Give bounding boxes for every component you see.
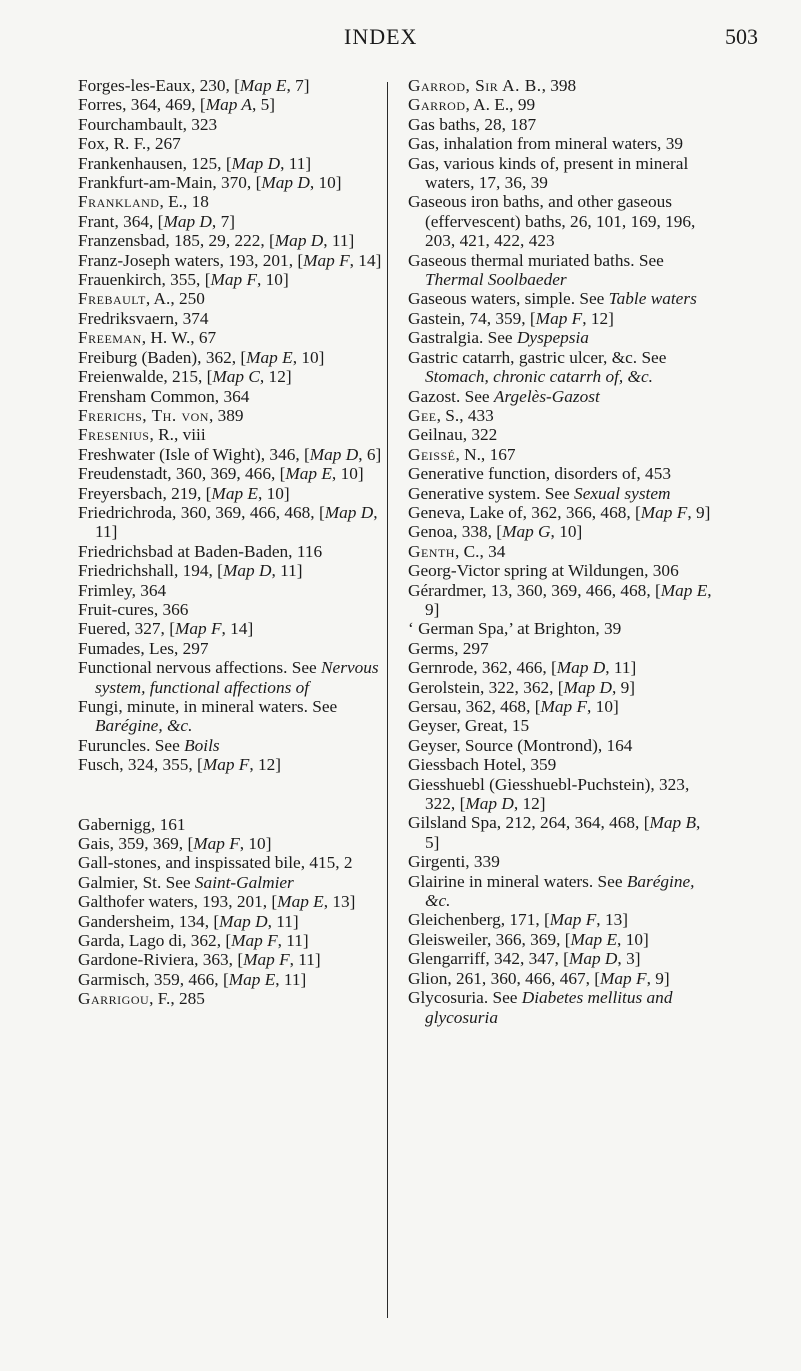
index-entry-text: Garda, Lago di, 362, [ (78, 931, 232, 951)
index-entry-text: Freshwater (Isle of Wight), 346, [ (78, 444, 310, 464)
index-entry (408, 930, 713, 949)
index-entry (78, 912, 383, 931)
index-entry (78, 309, 383, 328)
index-entry (78, 697, 383, 736)
index-entry-text: Fredriksvaern, 374 (78, 308, 209, 328)
index-entry-text: Forres, 364, 469, [ (78, 95, 206, 115)
index-entry (408, 251, 713, 290)
page-title: INDEX (344, 24, 418, 49)
index-entry (408, 969, 713, 988)
index-entry-text: Germs, 297 (408, 638, 489, 658)
index-entry (408, 406, 713, 425)
index-entry-text: Barégine, &c. (425, 871, 695, 911)
section-gap (78, 775, 383, 815)
index-entry-text: Frankfurt-am-Main, 370, [ (78, 173, 262, 193)
index-entry-text: Map D (465, 794, 514, 814)
index-entry (78, 95, 383, 114)
index-entry-text: Freyersbach, 219, [ (78, 483, 212, 503)
index-entry-text: Map E (246, 347, 293, 367)
index-entry (408, 561, 713, 580)
index-entry-text: Geissé (408, 444, 456, 464)
index-entry-text: Argelès-Gazost (493, 386, 600, 406)
index-entry (408, 95, 713, 114)
index-entry (408, 425, 713, 444)
index-entry-text: Map D (231, 153, 281, 173)
index-entry (78, 192, 383, 211)
index-entry (78, 134, 383, 153)
index-entry-text: Gerolstein, 322, 362, [ (408, 677, 564, 697)
index-entry-text: Frauenkirch, 355, [ (78, 270, 211, 290)
index-entry-text: , E., 18 (159, 192, 209, 212)
index-entry-text: , 10] (331, 464, 364, 484)
index-entry-text: Map D (219, 911, 268, 931)
index-entry-text: , 389 (208, 405, 244, 425)
index-entry-text: Gas, inhalation from mineral waters, 39 (408, 134, 683, 154)
index-entry-text: Gersau, 362, 468, [ (408, 697, 541, 716)
index-entry-text: Generative system. See (408, 483, 575, 503)
index-entry (78, 970, 383, 989)
index-entry (408, 813, 713, 852)
index-entry-text: Map D (556, 658, 606, 678)
index-entry (78, 445, 383, 464)
index-entry (408, 192, 713, 250)
index-entry-text: Nervous system, functional affections of (95, 658, 379, 697)
index-entry-text: Fox, R. F., 267 (78, 134, 181, 154)
index-entry-text: Gas, various kinds of, present in mineral waters, 17, 36, 39 (408, 153, 689, 193)
index-entry (408, 619, 713, 638)
index-entry (408, 581, 713, 620)
index-entry-text: Map B (649, 813, 697, 833)
page-number: 503 (725, 24, 758, 49)
page-header (0, 24, 801, 52)
index-entry-text: Gérardmer, 13, 360, 369, 466, 468, [ (408, 580, 661, 600)
index-entry-text: Boils (184, 735, 220, 755)
index-entry (408, 716, 713, 735)
index-entry-text: Galmier, St. See (78, 872, 195, 892)
index-entry-text: Frankland (78, 192, 160, 212)
index-entry-text: Gastric catarrh, gastric ulcer, &c. See (408, 347, 667, 367)
index-entry-text: Gaseous thermal muriated baths. See (408, 250, 664, 270)
index-entry-text: Map F (640, 502, 688, 522)
index-entry-text: , 12] (582, 308, 614, 328)
index-entry-text: , N., 167 (455, 444, 516, 464)
index-entry (78, 834, 383, 853)
index-entry (408, 542, 713, 561)
index-entry (78, 154, 383, 173)
index-entry-text: , S., 433 (436, 405, 494, 425)
index-entry-text: , 398 (541, 76, 577, 95)
index-entry-text: Map D (261, 173, 310, 193)
index-entry-text: , 10] (257, 483, 290, 503)
index-entry (408, 76, 713, 95)
index-entry-text: Gilsland Spa, 212, 264, 364, 468, [ (408, 813, 650, 833)
index-entry-text: Geneva, Lake of, 362, 366, 468, [ (408, 502, 641, 522)
index-entry (78, 736, 383, 755)
index-entry-text: Gastein, 74, 359, [ (408, 308, 536, 328)
index-entry-text: , 11] (280, 153, 312, 173)
index-entry-text: Giesshuebl (Giesshuebl-Puchstein), 323, 322, [ (408, 774, 690, 814)
index-entry (78, 464, 383, 483)
index-entry-text: , 12] (259, 367, 292, 387)
index-entry-text: Fourchambault, 323 (78, 114, 218, 134)
index-entry-text: Freiburg (Baden), 362, [ (78, 347, 247, 367)
index-entry (78, 348, 383, 367)
index-entry (78, 387, 383, 406)
index-entry (78, 270, 383, 289)
index-entry (78, 251, 383, 270)
index-entry-text: Map F (600, 968, 647, 988)
index-entry (408, 775, 713, 814)
index-entry (78, 406, 383, 425)
index-entry-text: Freienwalde, 215, [ (78, 367, 213, 387)
index-entry (78, 989, 383, 1008)
index-entry (78, 639, 383, 658)
index-entry-text: , 11] (289, 950, 321, 970)
index-entry (408, 755, 713, 774)
index-entry (408, 309, 713, 328)
index-entry-text: Thermal Soolbaeder (425, 270, 567, 290)
index-entry-text: , 11] (605, 658, 637, 678)
index-entry (408, 503, 713, 522)
index-entry-text: Freudenstadt, 360, 369, 466, [ (78, 464, 286, 484)
index-entry-text: Gall-stones, and inspissated bile, 415, 2 (78, 853, 353, 873)
index-entry-text: , 10] (587, 697, 619, 716)
index-entry (408, 289, 713, 308)
index-entry-text: Frimley, 364 (78, 580, 167, 600)
index-entry-text: Map F (243, 950, 290, 970)
index-entry-text: Frensham Common, 364 (78, 386, 250, 406)
index-entry-text: Frebault (78, 289, 146, 309)
index-entry-text: Frankenhausen, 125, [ (78, 153, 232, 173)
index-entry-text: , 10] (550, 522, 583, 542)
index-entry-text: Map G (502, 522, 551, 542)
index-entry-text: Garrigou (78, 989, 150, 1009)
index-entry-text: Map F (303, 250, 350, 270)
index-entry-text: Fuered, 327, [ (78, 619, 175, 639)
index-entry (408, 115, 713, 134)
index-entry (408, 639, 713, 658)
index-entry-text: Fresenius (78, 425, 150, 445)
index-entry (78, 328, 383, 347)
index-entry (408, 484, 713, 503)
index-entry-text: , 9] (612, 677, 636, 697)
index-entry-text: , 14] (221, 619, 254, 639)
index-entry-text: , H. W., 67 (141, 328, 217, 348)
index-entry-text: Geilnau, 322 (408, 425, 498, 445)
index-entry-text: , F., 285 (149, 989, 205, 1009)
index-entry-text: Gazost. See (408, 386, 494, 406)
index-entry-text: Furuncles. See (78, 735, 185, 755)
index-entry-text: Giessbach Hotel, 359 (408, 755, 557, 775)
index-entry-text: , 11] (323, 231, 355, 251)
index-entry-text: , 5] (251, 95, 275, 115)
index-entry-text: Gleisweiler, 366, 369, [ (408, 929, 571, 949)
index-entry (78, 542, 383, 561)
index-entry (408, 697, 713, 716)
index-entry-text: , A., 250 (145, 289, 205, 309)
column-divider (387, 82, 388, 1318)
index-entry (78, 289, 383, 308)
index-entry (78, 76, 383, 95)
index-entry (78, 561, 383, 580)
index-entry-text: Map D (568, 949, 618, 969)
index-entry-text: Franzensbad, 185, 29, 222, [ (78, 231, 275, 251)
index-entry (78, 173, 383, 192)
index-entry (408, 658, 713, 677)
index-entry-text: Map D (274, 231, 324, 251)
index-entry-text: , 10] (617, 929, 649, 949)
index-entry (78, 212, 383, 231)
index-entry-text: Generative function, disorders of, 453 (408, 464, 671, 484)
index-entry-text: Map E (277, 892, 324, 912)
index-entry-text: Friedrichshall, 194, [ (78, 561, 223, 581)
index-entry-text: ‘ German Spa,’ at Brighton, 39 (408, 619, 622, 639)
index-entry-text: , 11] (267, 911, 299, 931)
index-entry-text: , A. E., 99 (465, 95, 536, 115)
index-entry-text: Map F (540, 697, 588, 716)
index-entry-text: Map D (563, 677, 612, 697)
index-entry-text: Map D (222, 561, 272, 581)
index-entry (78, 231, 383, 250)
index-entry-text: Diabetes mellitus and glycosuria (425, 988, 673, 1027)
index-entry-text: Gastralgia. See (408, 328, 517, 348)
index-entry-text: Dyspepsia (516, 328, 589, 348)
index-entry-text: Gaseous waters, simple. See (408, 289, 609, 309)
index-entry-text: Georg-Victor spring at Wildungen, 306 (408, 561, 679, 581)
index-entry (78, 367, 383, 386)
index-entry-text: Map D (309, 444, 359, 464)
index-entry (408, 464, 713, 483)
index-entry (78, 115, 383, 134)
index-entry-text: Map D (163, 211, 212, 231)
index-entry (78, 755, 383, 774)
index-entry-text: , 12] (513, 794, 546, 814)
index-entry-text: Map F (549, 910, 597, 930)
index-entry (408, 910, 713, 929)
index-entry-text: Galthofer waters, 193, 201, [ (78, 892, 278, 912)
index-entry-text: Friedrichsbad at Baden-Baden, 116 (78, 541, 323, 561)
index-entry-text: , 11] (95, 502, 378, 542)
index-entry (408, 736, 713, 755)
index-entry-text: Map D (324, 502, 374, 522)
index-entry-text: Saint-Galmier (194, 872, 294, 892)
index-entry-text: , 12] (249, 755, 282, 775)
index-entry-text: Freeman (78, 328, 142, 348)
index-entry (78, 658, 383, 697)
index-column-left (78, 76, 383, 1009)
index-entry-text: Gee (408, 405, 437, 425)
index-entry-text: Gleichenberg, 171, [ (408, 910, 550, 930)
index-entry-text: Map A (205, 95, 252, 115)
index-entry (408, 387, 713, 406)
index-entry-text: , C., 34 (454, 541, 506, 561)
index-entry-text: Map F (535, 308, 583, 328)
index-entry-text: Garmisch, 359, 466, [ (78, 969, 229, 989)
index-entry-text: Table waters (608, 289, 697, 309)
index-entry-text: Map F (210, 270, 258, 290)
index-entry (408, 154, 713, 193)
index-entry-text: Barégine, &c. (95, 716, 193, 736)
index-entry (78, 503, 383, 542)
index-entry-text: Genth (408, 541, 455, 561)
index-entry (408, 328, 713, 347)
index-entry-text: Frant, 364, [ (78, 211, 164, 231)
index-entry-text: Fumades, Les, 297 (78, 638, 209, 658)
index-entry-text: Gabernigg, 161 (78, 814, 186, 834)
index-entry-text: Map E (285, 464, 332, 484)
index-entry-text: Map E (211, 483, 258, 503)
index-entry-text: Fruit-cures, 366 (78, 599, 189, 619)
index-entry-text: , 11] (277, 931, 309, 951)
index-entry-text: Glairine in mineral waters. See (408, 871, 627, 891)
index-entry-text: , 9] (687, 502, 711, 522)
index-entry (408, 134, 713, 153)
index-entry-text: , 6] (358, 444, 382, 464)
index-entry-text: Glycosuria. See (408, 988, 522, 1008)
index-entry-text: Glion, 261, 360, 466, 467, [ (408, 968, 601, 988)
index-entry (78, 853, 383, 872)
index-entry-text: Map E (239, 76, 287, 95)
index-entry-text: Geyser, Great, 15 (408, 716, 530, 736)
index-entry-text: Girgenti, 339 (408, 852, 500, 872)
index-entry (78, 619, 383, 638)
index-entry (408, 348, 713, 387)
index-entry-text: , 10] (239, 834, 272, 854)
index-entry-text: , R., viii (149, 425, 206, 445)
index-entry-text: Map E (660, 580, 708, 600)
index-entry-text: Garrod, Sir A. B. (408, 76, 542, 95)
index-entry-text: Gais, 359, 369, [ (78, 834, 194, 854)
index-entry-text: Sexual system (574, 483, 671, 503)
index-entry-text: Gardone-Riviera, 363, [ (78, 950, 244, 970)
index-entry-text: Glengarriff, 342, 347, [ (408, 949, 569, 969)
index-entry-text: Map F (202, 755, 250, 775)
index-entry (408, 852, 713, 871)
index-entry-text: , 5] (425, 813, 701, 852)
index-entry-text: , 9] (425, 580, 712, 619)
index-entry-text: Geyser, Source (Montrond), 164 (408, 735, 633, 755)
index-entry (78, 815, 383, 834)
index-entry-text: Franz-Joseph waters, 193, 201, [ (78, 250, 304, 270)
index-entry-text: Friedrichroda, 360, 369, 466, 468, [ (78, 502, 325, 522)
index-entry (408, 522, 713, 541)
index-entry-text: Gandersheim, 134, [ (78, 911, 220, 931)
index-entry-text: Map E (570, 929, 618, 949)
index-entry (78, 484, 383, 503)
index-entry-text: , 10] (257, 270, 289, 290)
index-entry-text: Frerichs, Th. von (78, 405, 209, 425)
index-entry (78, 873, 383, 892)
index-entry-text: Gernrode, 362, 466, [ (408, 658, 557, 678)
index-entry (408, 445, 713, 464)
index-entry-text: Functional nervous affections. See (78, 658, 322, 678)
index-entry-text: , 7] (286, 76, 310, 95)
index-entry (78, 425, 383, 444)
index-entry-text: , 9] (646, 968, 670, 988)
index-entry (408, 872, 713, 911)
index-entry-text: Map F (231, 931, 278, 951)
index-entry (78, 950, 383, 969)
index-entry (78, 892, 383, 911)
index-entry-text: Fusch, 324, 355, [ (78, 755, 203, 775)
index-entry-text: , 11] (275, 969, 307, 989)
index-entry (78, 581, 383, 600)
index-entry-text: Map F (174, 619, 222, 639)
index-entry-text: , 10] (292, 347, 325, 367)
index-entry-text: , 13] (323, 892, 356, 912)
index-column-right (408, 76, 713, 1027)
index-entry-text: , 10] (309, 173, 342, 193)
index-entry-text: Map C (212, 367, 260, 387)
index-entry-text: , 3] (617, 949, 641, 969)
index-entry (408, 678, 713, 697)
index-entry-text: Gas baths, 28, 187 (408, 114, 537, 134)
index-entry-text: Stomach, chronic catarrh of, &c. (425, 367, 653, 387)
index-entry-text: Garrod (408, 95, 466, 115)
index-entry-text: Fungi, minute, in mineral waters. See (78, 697, 338, 716)
index-entry-text: , 13] (596, 910, 628, 930)
index-entry-text: Genoa, 338, [ (408, 522, 503, 542)
index-entry-text: Forges-les-Eaux, 230, [ (78, 76, 240, 95)
index-entry-text: Map E (228, 969, 276, 989)
index-entry-text: , 7] (211, 211, 235, 231)
index-entry-text: Gaseous iron baths, and other gaseous (effervescent) baths, 26, 101, 169, 196, 203, 421, 422, 423 (408, 192, 696, 251)
index-entry-text: , 14] (349, 250, 382, 270)
index-entry (78, 931, 383, 950)
index-entry-text: Map F (193, 834, 240, 854)
index-entry (408, 988, 713, 1027)
index-entry (408, 949, 713, 968)
index-entry-text: , 11] (271, 561, 303, 581)
index-entry (78, 600, 383, 619)
